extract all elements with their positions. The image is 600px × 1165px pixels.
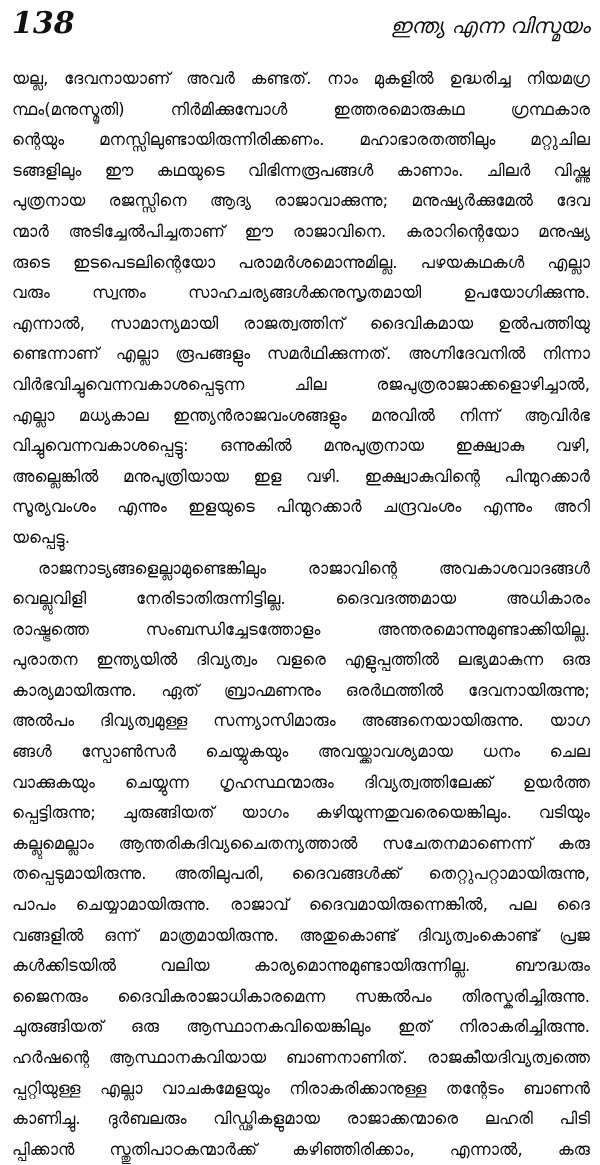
text-line: രാഷ്ട്രത്തെ സംബന്ധിച്ചേടത്തോളം അന്തരമൊന്നുമുണ്ടാക്കിയില്ല. [12,619,590,639]
text-line: വങ്ങളിൽ ഒന്ന് മാത്രമായിരുന്നു. അതുകൊണ്ട് ദിവ്യത്വംകൊണ്ട് പ്രജ [12,925,590,945]
text-line: ചുരുങ്ങിയത് ഒരു ആസ്ഥാനകവിയെങ്കിലും ഇത് നിരാകരിച്ചിരുന്നു. [12,1017,590,1037]
text-line: ന്റെയും മനസ്സിലുണ്ടായിരുന്നിരിക്കണം. മഹാഭാരതത്തിലും മറ്റുചില [12,130,590,150]
text-line: അൽപം ദിവ്യത്വമുള്ള സന്ന്യാസിമാരും അങ്ങനെയായിരുന്നു. യാഗ [12,711,590,731]
running-title: ഇന്ത്യ എന്ന വിസ്മയം [390,14,590,38]
text-line: ങ്ങൾ സ്പോൺസർ ചെയ്യുകയും അവയ്ക്കാവശ്യമായ ധനം ചെല [12,742,590,762]
text-line: രാജനാട്യങ്ങളെല്ലാമുണ്ടെങ്കിലും രാജാവിന്റെ അവകാശവാദങ്ങൾ [38,558,590,578]
text-line: സൂര്യവംശം എന്നും ഇളയുടെ പിന്മുറക്കാർ ചന്ദ്രവംശം എന്നും അറി [12,497,590,517]
text-line: പ്പെട്ടിരുന്നു; ചുരുങ്ങിയത് യാഗം കഴിയുന്നതുവരെയെങ്കിലും. വടിയും [12,803,590,823]
text-line: വിർഭവിച്ചുവെന്നവകാശപ്പെടുന്ന ചില രജപുത്രരാജാക്കളൊഴിച്ചാൽ, [12,374,590,394]
text-line: കൾക്കിടയിൽ വലിയ കാര്യമൊന്നുമുണ്ടായിരുന്നില്ല. ബൗദ്ധരും [12,956,590,976]
text-line: അല്ലെങ്കിൽ മനുപുത്രിയായ ഇള വഴി. ഇക്ഷ്വാകുവിന്റെ പിന്മുറക്കാർ [12,466,590,486]
text-line: യല്ല, ദേവനായാണ് അവർ കണ്ടത്. നാം മുകളിൽ ഉദ്ധരിച്ച നിയമഗ്ര [12,69,590,88]
text-line: പുത്രനായ രജസ്സിനെ ആദ്യ രാജാവാക്കുന്നു; മനുഷ്യർക്കുമേൽ ദേവ [12,191,590,211]
text-line: പ്പിക്കാൻ സ്തുതിപാഠകന്മാർക്ക് കഴിഞ്ഞിരിക്കാം, എന്നാൽ, കരു [12,1139,590,1159]
text-line: വിച്ചുവെന്നവകാശപ്പെട്ടു: ഒന്നുകിൽ മനുപുത്രനായ ഇക്ഷ്വാകു വഴി, [12,436,590,456]
text-line: യപ്പെട്ടു. [12,527,70,547]
text-line: ജൈനരും ദൈവികരാജാധികാരമെന്ന സങ്കൽപം തിരസ്കരിച്ചിരുന്നു. [12,986,590,1006]
text-line: ഹർഷന്റെ ആസ്ഥാനകവിയായ ബാണനാണിത്. രാജകീയദിവ്യത്വത്തെ [12,1048,590,1067]
text-line: ന്ഥം(മനുസ്മൃതി) നിർമിക്കുമ്പോൾ ഇത്തരമൊരുകഥ ഗ്രന്ഥകാര [12,99,590,119]
text-line: എല്ലാ മധ്യകാല ഇന്ത്യൻരാജവംശങ്ങളും മനുവിൽ നിന്ന് ആവിർഭ [12,405,590,425]
text-line: തപ്പെടുമായിരുന്നു. അതിലുപരി, ദൈവങ്ങൾക്ക് തെറ്റുപറ്റാമായിരുന്നു, [12,864,590,884]
text-line: പുരാതന ഇന്ത്യയിൽ ദിവ്യത്വം വളരെ എളുപ്പത്തിൽ ലഭ്യമാകുന്ന ഒരു [12,650,590,670]
body-text [12,64,590,1165]
text-line: പാപം ചെയ്യാമായിരുന്നു. രാജാവ് ദൈവമായിരുന്നെങ്കിൽ, പല ദൈ [12,895,590,915]
text-line: എന്നാൽ, സാമാന്യമായി രാജത്വത്തിന് ദൈവികമായ ഉൽപത്തിയു [12,313,590,333]
text-line: ടങ്ങളിലും ഈ കഥയുടെ വിഭിന്നരൂപങ്ങൾ കാണാം. ചിലർ വിഷ്ണു [12,160,590,180]
text-line: വെല്ലുവിളി നേരിടാതിരുന്നിട്ടില്ല. ദൈവദത്തമായ അധികാരം [12,589,590,609]
text-line: ണ്ടെന്നാണ് എല്ലാ രൂപങ്ങളും സമർഥിക്കുന്നത്. അഗ്നിദേവനിൽ നിന്നാ [12,344,590,364]
text-line: ന്മാർ അടിച്ചേൽപിച്ചതാണ് ഈ രാജാവിനെ. കരാറിന്റെയോ മനുഷ്യ [12,221,590,241]
page-header [12,4,590,60]
text-line: രുടെ ഇടപെടലിന്റെയോ പരാമർശമൊന്നുമില്ല. പഴയകഥകൾ എല്ലാ [12,252,590,272]
text-line: വരും സ്വന്തം സാഹചര്യങ്ങൾക്കനുസൃതമായി ഉപയോഗിക്കുന്നു. [12,283,590,303]
text-line: വാക്കുകയും ചെയ്യുന്ന ഗൃഹസ്ഥന്മാരും ദിവ്യത്വത്തിലേക്ക് ഉയർത്ത [12,772,590,792]
text-line: കല്ലുമെല്ലാം ആന്തരികദിവ്യചൈതന്യത്താൽ സചേതനമാണെന്ന് കരു [12,833,590,853]
page-number: 138 [12,6,75,41]
text-line: കാണിച്ചു. ദുർബലരും വിഡ്ഢികളുമായ രാജാക്കന്മാരെ ലഹരി പിടി [12,1109,590,1129]
text-line: കാര്യമായിരുന്നു. ഏത് ബ്രാഹ്മണനും ഒരർഥത്തിൽ ദേവനായിരുന്നു; [12,680,590,700]
text-line: പ്പറ്റിയുള്ള എല്ലാ വാചകമേളയും നിരാകരിക്കാനുള്ള തന്റേടം ബാണൻ [12,1078,590,1098]
